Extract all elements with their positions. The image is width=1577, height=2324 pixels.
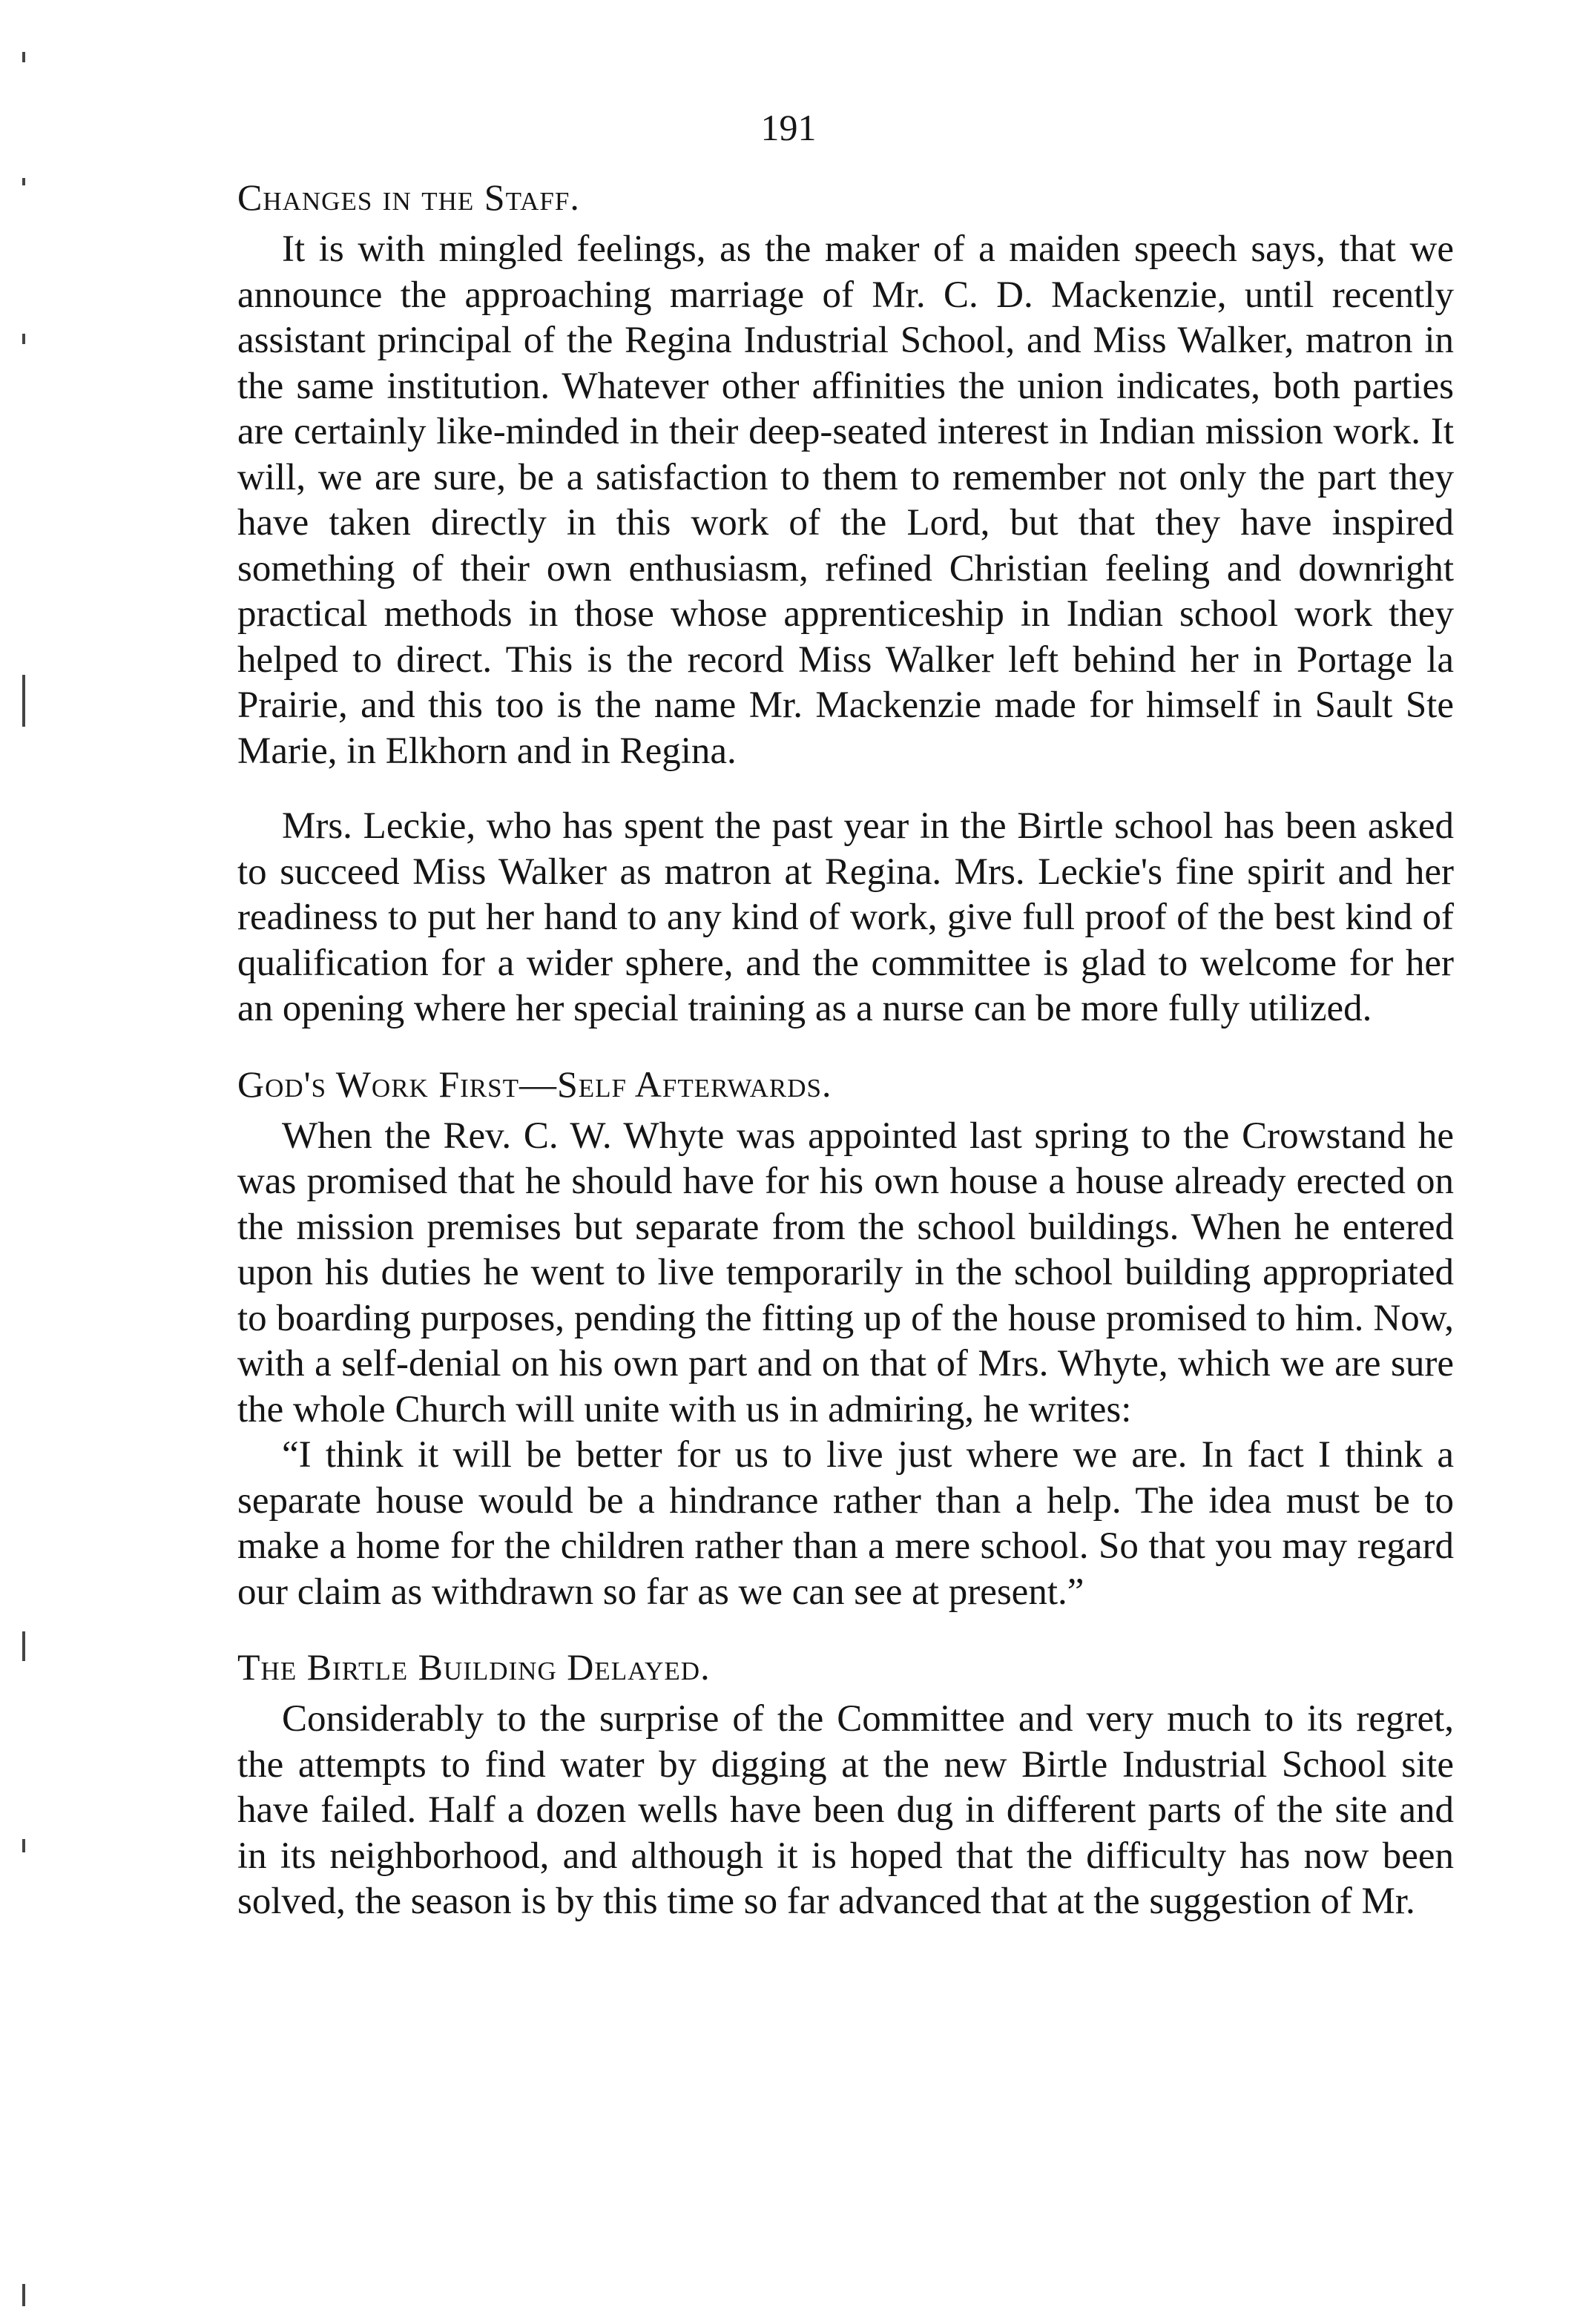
quoted-paragraph: “I think it will be better for us to live just where we are. In fact I think a separate house would be a hindrance rather than a help. The idea must be to make a home for the children rather than a mere school. So that you may regard our claim as withdrawn so far as we can see at present.” [237,1434,1454,1613]
section-birtle-building-delayed [237,1645,1454,1925]
section-gods-work-first [237,1062,1454,1616]
page-content [237,175,1454,1925]
margin-mark [22,1839,25,1852]
paragraph: It is with mingled feelings, as the maker of a maiden speech says, that we announce the approaching marriage of Mr. C. D. Mackenzie, until recently assistant principal of the Regina Industrial School, and Miss Walker, matron in the same institution. Whatever other affinities the union indicates, both parties are certainly like-minded in their deep-seated interest in Indian mission work. It will, we are sure, be a satisfaction to them to remember not only the part they have taken directly in this work of the Lord, but that they have inspired something of their own enthusiasm, refined Christian feeling and downright practical methods in those whose apprenticeship in Indian school work they helped to direct. This is the record Miss Walker left behind her in Portage la Prairie, and this too is the name Mr. Mackenzie made for himself in Sault Ste Marie, in Elkhorn and in Regina. [237,228,1454,772]
paragraph: When the Rev. C. W. Whyte was appointed last spring to the Crowstand he was promised that he should have for his own house a house already erected on the mission premises but separate from the school buildings. When he entered upon his duties he went to live temporarily in the school building appropriated to boarding purposes, pending the fitting up of the house promised to him. Now, with a self-denial on his own part and on that of Mrs. Whyte, which we are sure the whole Church will unite with us in admiring, he writes: [237,1115,1454,1430]
margin-mark [22,178,25,185]
paragraph: Mrs. Leckie, who has spent the past year in the Birtle school has been asked to succeed Miss Walker as matron at Regina. Mrs. Leckie's fine spirit and her readiness to put her hand to any kind of work, give full proof of the best kind of qualification for a wider sphere, and the committee is glad to welcome for her an opening where her special training as a nurse can be more fully utilized. [237,805,1454,1029]
page-number: 191 [760,107,817,148]
margin-mark [22,52,25,62]
margin-mark [22,1631,25,1661]
margin-mark [22,675,25,727]
section-heading: Changes in the Staff. [237,176,580,218]
margin-mark [22,2284,25,2306]
section-changes-in-staff [237,175,1454,1032]
section-heading: The Birtle Building Delayed. [237,1646,711,1688]
margin-mark [22,334,25,344]
paragraph: Considerably to the surprise of the Committee and very much to its regret, the attempts to find water by digging at the new Birtle Industrial School site have failed. Half a dozen wells have been dug in different parts of the site and in its neighborhood, and although it is hoped that the difficulty has now been solved, the season is by this time so far advanced that at the suggestion of Mr. [237,1698,1454,1922]
section-heading: God's Work First—Self Afterwards. [237,1063,832,1105]
